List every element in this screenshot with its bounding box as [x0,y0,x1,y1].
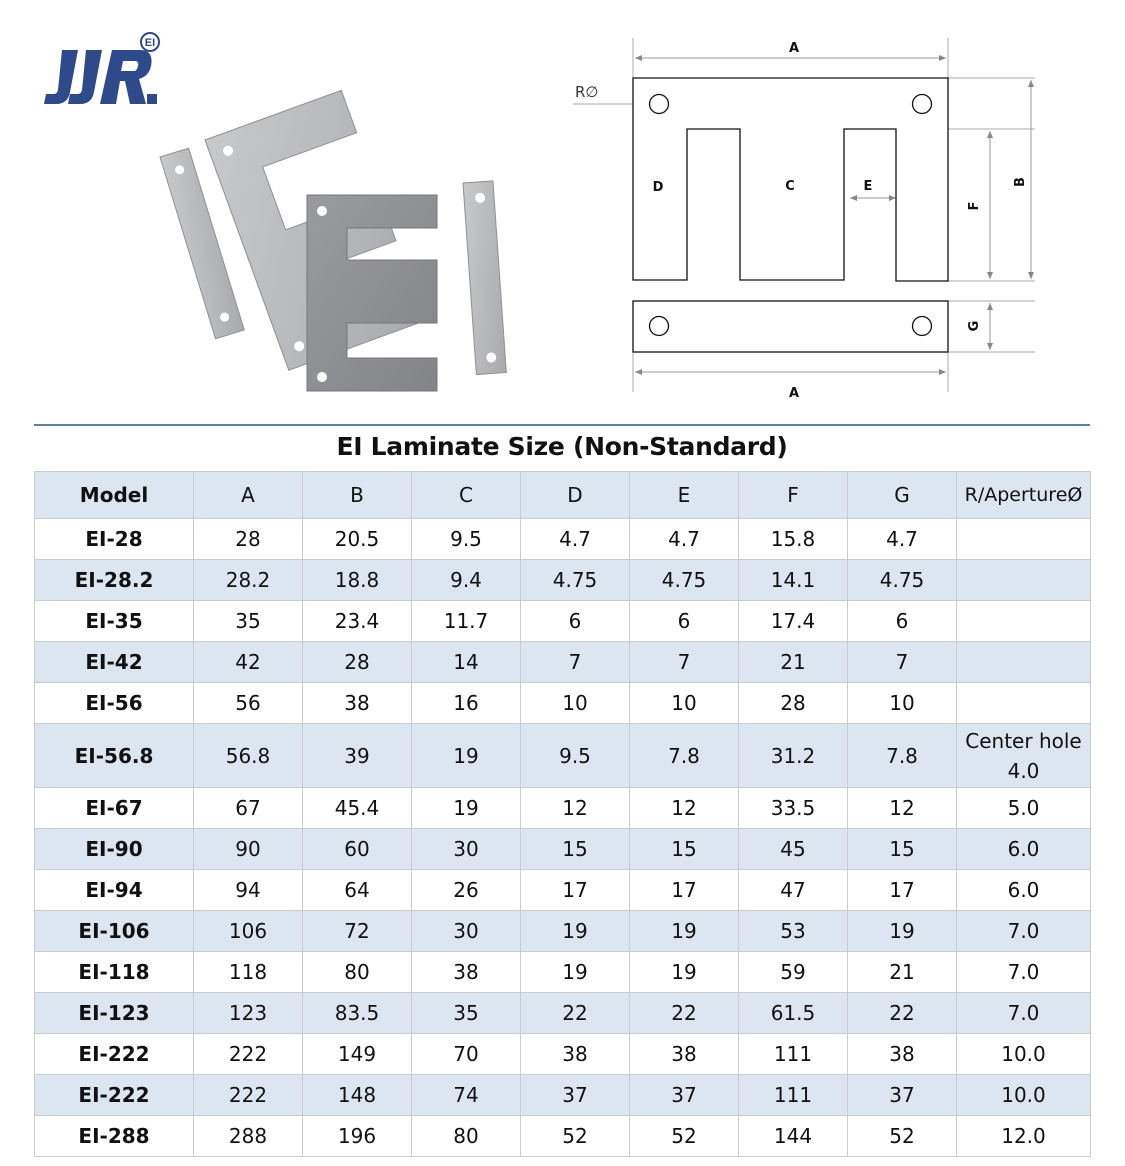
cell-b: 80 [303,952,412,993]
cell-a: 35 [194,601,303,642]
cell-a: 106 [194,911,303,952]
cell-c: 16 [412,683,521,724]
cell-model: EI-90 [35,829,194,870]
r-aperture-value: 10.0 [1001,1083,1046,1107]
table-row [35,642,1091,683]
table-row [35,829,1091,870]
cell-e: 7 [630,642,739,683]
cell-model: EI-28 [35,519,194,560]
col-header-f: F [739,472,848,519]
cell-g: 19 [848,911,957,952]
cell-a: 222 [194,1075,303,1116]
table-row [35,1116,1091,1157]
cell-d: 38 [521,1034,630,1075]
cell-f: 33.5 [739,788,848,829]
label-a-top: A [788,41,800,56]
cell-g: 21 [848,952,957,993]
label-g: G [967,320,982,332]
section-divider [34,424,1090,426]
cell-a: 288 [194,1116,303,1157]
cell-model: EI-288 [35,1116,194,1157]
cell-model: EI-222 [35,1075,194,1116]
col-header-r-aperture: R/ApertureØ [957,472,1091,519]
cell-e: 38 [630,1034,739,1075]
cell-b: 196 [303,1116,412,1157]
cell-b: 72 [303,911,412,952]
cell-f: 21 [739,642,848,683]
cell-model: EI-222 [35,1034,194,1075]
laminate-size-table [34,471,1091,1157]
cell-f: 15.8 [739,519,848,560]
cell-model: EI-56 [35,683,194,724]
col-header-model: Model [35,472,194,519]
cell-c: 30 [412,911,521,952]
cell-a: 56.8 [194,724,303,788]
cell-f: 61.5 [739,993,848,1034]
cell-g: 52 [848,1116,957,1157]
cell-e: 7.8 [630,724,739,788]
r-aperture-value: 6.0 [1007,837,1040,861]
cell-f: 14.1 [739,560,848,601]
cell-d: 10 [521,683,630,724]
label-d: D [652,180,664,195]
r-aperture-value: 7.0 [1007,919,1040,943]
dimension-diagram [565,30,1045,410]
cell-f: 53 [739,911,848,952]
label-a-bottom: A [788,386,800,401]
col-header-b: B [303,472,412,519]
cell-c: 9.4 [412,560,521,601]
cell-e: 22 [630,993,739,1034]
cell-d: 52 [521,1116,630,1157]
cell-e: 10 [630,683,739,724]
cell-d: 4.75 [521,560,630,601]
cell-c: 11.7 [412,601,521,642]
cell-r-aperture [957,683,1091,724]
cell-model: EI-67 [35,788,194,829]
cell-d: 7 [521,642,630,683]
cell-b: 83.5 [303,993,412,1034]
cell-a: 123 [194,993,303,1034]
cell-e: 19 [630,911,739,952]
r-aperture-value: 7.0 [1007,1001,1040,1025]
cell-model: EI-35 [35,601,194,642]
cell-g: 38 [848,1034,957,1075]
cell-r-aperture [957,829,1091,870]
table-row [35,560,1091,601]
cell-a: 67 [194,788,303,829]
cell-r-aperture [957,870,1091,911]
cell-g: 6 [848,601,957,642]
cell-f: 111 [739,1034,848,1075]
cell-d: 22 [521,993,630,1034]
label-b: B [1013,177,1028,187]
cell-d: 17 [521,870,630,911]
cell-e: 17 [630,870,739,911]
cell-r-aperture [957,1116,1091,1157]
cell-f: 47 [739,870,848,911]
cell-r-aperture [957,1034,1091,1075]
cell-model: EI-28.2 [35,560,194,601]
cell-g: 7 [848,642,957,683]
cell-g: 15 [848,829,957,870]
cell-r-aperture [957,642,1091,683]
cell-g: 4.75 [848,560,957,601]
table-title: EI Laminate Size (Non-Standard) [336,432,788,461]
cell-a: 56 [194,683,303,724]
cell-d: 19 [521,952,630,993]
cell-r-aperture [957,519,1091,560]
cell-d: 4.7 [521,519,630,560]
cell-b: 64 [303,870,412,911]
cell-b: 20.5 [303,519,412,560]
cell-d: 12 [521,788,630,829]
r-aperture-value: 10.0 [1001,1042,1046,1066]
cell-a: 222 [194,1034,303,1075]
brand-logo [40,30,165,110]
cell-g: 12 [848,788,957,829]
cell-model: EI-118 [35,952,194,993]
cell-model: EI-106 [35,911,194,952]
cell-r-aperture [957,911,1091,952]
cell-g: 22 [848,993,957,1034]
cell-f: 17.4 [739,601,848,642]
cell-b: 18.8 [303,560,412,601]
label-e: E [863,179,873,194]
cell-d: 9.5 [521,724,630,788]
col-header-c: C [412,472,521,519]
cell-model: EI-56.8 [35,724,194,788]
cell-e: 4.7 [630,519,739,560]
cell-g: 17 [848,870,957,911]
cell-c: 19 [412,788,521,829]
cell-r-aperture [957,560,1091,601]
cell-d: 19 [521,911,630,952]
cell-c: 26 [412,870,521,911]
cell-r-aperture [957,1075,1091,1116]
cell-f: 31.2 [739,724,848,788]
cell-e: 12 [630,788,739,829]
cell-e: 15 [630,829,739,870]
cell-r-aperture [957,724,1091,788]
table-row [35,519,1091,560]
label-f: F [967,201,982,211]
cell-b: 28 [303,642,412,683]
cell-d: 6 [521,601,630,642]
table-row [35,683,1091,724]
cell-model: EI-94 [35,870,194,911]
cell-f: 45 [739,829,848,870]
col-header-d: D [521,472,630,519]
r-aperture-value: 12.0 [1001,1124,1046,1148]
cell-r-aperture [957,952,1091,993]
table-row [35,870,1091,911]
col-header-a: A [194,472,303,519]
r-aperture-value: 5.0 [1007,796,1040,820]
cell-g: 37 [848,1075,957,1116]
cell-b: 60 [303,829,412,870]
cell-c: 38 [412,952,521,993]
cell-c: 70 [412,1034,521,1075]
cell-c: 35 [412,993,521,1034]
cell-e: 37 [630,1075,739,1116]
cell-r-aperture [957,993,1091,1034]
cell-f: 144 [739,1116,848,1157]
cell-a: 28.2 [194,560,303,601]
cell-a: 28 [194,519,303,560]
r-aperture-value: Center hole [965,728,1082,753]
table-row [35,911,1091,952]
cell-g: 4.7 [848,519,957,560]
cell-b: 23.4 [303,601,412,642]
cell-a: 90 [194,829,303,870]
cell-c: 14 [412,642,521,683]
cell-f: 59 [739,952,848,993]
cell-c: 80 [412,1116,521,1157]
r-aperture-value: 6.0 [1007,878,1040,902]
label-c: C [785,179,795,194]
cell-a: 118 [194,952,303,993]
col-header-e: E [630,472,739,519]
cell-b: 149 [303,1034,412,1075]
table-row [35,724,1091,788]
table-row [35,952,1091,993]
cell-e: 52 [630,1116,739,1157]
cell-f: 28 [739,683,848,724]
cell-g: 7.8 [848,724,957,788]
table-row [35,1075,1091,1116]
cell-c: 30 [412,829,521,870]
cell-b: 45.4 [303,788,412,829]
table-row [35,601,1091,642]
cell-f: 111 [739,1075,848,1116]
table-row [35,993,1091,1034]
cell-r-aperture [957,601,1091,642]
product-photo [150,85,530,400]
logo-badge-text: EI [144,37,156,49]
cell-e: 19 [630,952,739,993]
r-aperture-value-line2: 4.0 [1007,758,1040,783]
label-r-hole: R∅ [575,83,599,101]
cell-c: 9.5 [412,519,521,560]
cell-d: 37 [521,1075,630,1116]
cell-a: 94 [194,870,303,911]
cell-a: 42 [194,642,303,683]
cell-d: 15 [521,829,630,870]
cell-b: 38 [303,683,412,724]
cell-e: 4.75 [630,560,739,601]
col-header-g: G [848,472,957,519]
cell-g: 10 [848,683,957,724]
cell-model: EI-123 [35,993,194,1034]
cell-c: 74 [412,1075,521,1116]
table-header-row [35,472,1091,519]
cell-c: 19 [412,724,521,788]
cell-model: EI-42 [35,642,194,683]
cell-e: 6 [630,601,739,642]
r-aperture-value: 7.0 [1007,960,1040,984]
table-row [35,788,1091,829]
table-row [35,1034,1091,1075]
cell-b: 39 [303,724,412,788]
cell-r-aperture [957,788,1091,829]
cell-b: 148 [303,1075,412,1116]
